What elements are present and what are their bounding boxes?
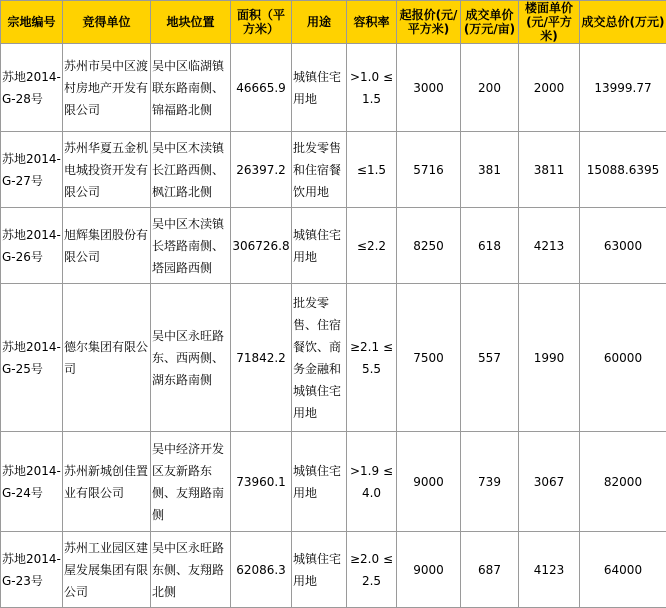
cell-id: 苏地2014-G-26号 [1, 208, 63, 284]
cell-far: ≤2.2 [347, 208, 397, 284]
cell-usage: 城镇住宅用地 [292, 532, 347, 608]
cell-location: 吴中区永旺路东、西两侧、湖东路南侧 [151, 284, 231, 432]
table-row [1, 532, 666, 608]
cell-winner: 德尔集团有限公司 [63, 284, 151, 432]
cell-far: ≥2.1 ≤5.5 [347, 284, 397, 432]
cell-usage: 城镇住宅用地 [292, 44, 347, 132]
cell-winner: 旭辉集团股份有限公司 [63, 208, 151, 284]
table-row [1, 132, 666, 208]
cell-start-price: 7500 [397, 284, 461, 432]
header-cell: 竞得单位 [63, 1, 151, 44]
cell-usage: 城镇住宅用地 [292, 432, 347, 532]
cell-far: >1.0 ≤1.5 [347, 44, 397, 132]
cell-floor-price: 1990 [519, 284, 580, 432]
cell-location: 吴中经济开发区友新路东侧、友翔路南侧 [151, 432, 231, 532]
header-cell: 起报价(元/平方米) [397, 1, 461, 44]
table-row [1, 208, 666, 284]
cell-unit-price: 381 [461, 132, 519, 208]
cell-far: ≥2.0 ≤2.5 [347, 532, 397, 608]
table-row [1, 432, 666, 532]
cell-floor-price: 2000 [519, 44, 580, 132]
cell-winner: 苏州华夏五金机电城投资开发有限公司 [63, 132, 151, 208]
cell-unit-price: 687 [461, 532, 519, 608]
cell-floor-price: 3067 [519, 432, 580, 532]
cell-usage: 批发零售和住宿餐饮用地 [292, 132, 347, 208]
cell-area: 73960.1 [231, 432, 292, 532]
header-cell: 成交总价(万元) [580, 1, 666, 44]
cell-total: 15088.6395 [580, 132, 666, 208]
cell-area: 71842.2 [231, 284, 292, 432]
header-cell: 地块位置 [151, 1, 231, 44]
header-row [1, 1, 666, 44]
cell-location: 吴中区永旺路东侧、友翔路北侧 [151, 532, 231, 608]
cell-winner: 苏州市吴中区渡村房地产开发有限公司 [63, 44, 151, 132]
cell-start-price: 3000 [397, 44, 461, 132]
header-cell: 面积（平方米） [231, 1, 292, 44]
cell-total: 82000 [580, 432, 666, 532]
header-cell: 容积率 [347, 1, 397, 44]
cell-total: 64000 [580, 532, 666, 608]
cell-location: 吴中区木渎镇长塔路南侧、塔园路西侧 [151, 208, 231, 284]
cell-start-price: 5716 [397, 132, 461, 208]
table-row [1, 284, 666, 432]
cell-start-price: 9000 [397, 432, 461, 532]
cell-start-price: 8250 [397, 208, 461, 284]
cell-area: 26397.2 [231, 132, 292, 208]
cell-id: 苏地2014-G-27号 [1, 132, 63, 208]
cell-usage: 批发零售、住宿餐饮、商务金融和城镇住宅用地 [292, 284, 347, 432]
cell-area: 306726.8 [231, 208, 292, 284]
cell-unit-price: 557 [461, 284, 519, 432]
cell-id: 苏地2014-G-28号 [1, 44, 63, 132]
header-cell: 用途 [292, 1, 347, 44]
cell-floor-price: 4123 [519, 532, 580, 608]
cell-floor-price: 4213 [519, 208, 580, 284]
cell-id: 苏地2014-G-25号 [1, 284, 63, 432]
cell-far: >1.9 ≤4.0 [347, 432, 397, 532]
header-cell: 宗地编号 [1, 1, 63, 44]
cell-area: 46665.9 [231, 44, 292, 132]
cell-total: 60000 [580, 284, 666, 432]
cell-total: 13999.77 [580, 44, 666, 132]
cell-floor-price: 3811 [519, 132, 580, 208]
cell-far: ≤1.5 [347, 132, 397, 208]
header-cell: 成交单价(万元/亩) [461, 1, 519, 44]
cell-winner: 苏州新城创佳置业有限公司 [63, 432, 151, 532]
cell-start-price: 9000 [397, 532, 461, 608]
cell-id: 苏地2014-G-24号 [1, 432, 63, 532]
cell-area: 62086.3 [231, 532, 292, 608]
table-row [1, 44, 666, 132]
cell-unit-price: 739 [461, 432, 519, 532]
cell-unit-price: 618 [461, 208, 519, 284]
header-cell: 楼面单价(元/平方米) [519, 1, 580, 44]
cell-id: 苏地2014-G-23号 [1, 532, 63, 608]
cell-location: 吴中区临湖镇联东路南侧、锦福路北侧 [151, 44, 231, 132]
cell-winner: 苏州工业园区建屋发展集团有限公司 [63, 532, 151, 608]
cell-usage: 城镇住宅用地 [292, 208, 347, 284]
cell-total: 63000 [580, 208, 666, 284]
cell-location: 吴中区木渎镇长江路西侧、枫江路北侧 [151, 132, 231, 208]
cell-unit-price: 200 [461, 44, 519, 132]
